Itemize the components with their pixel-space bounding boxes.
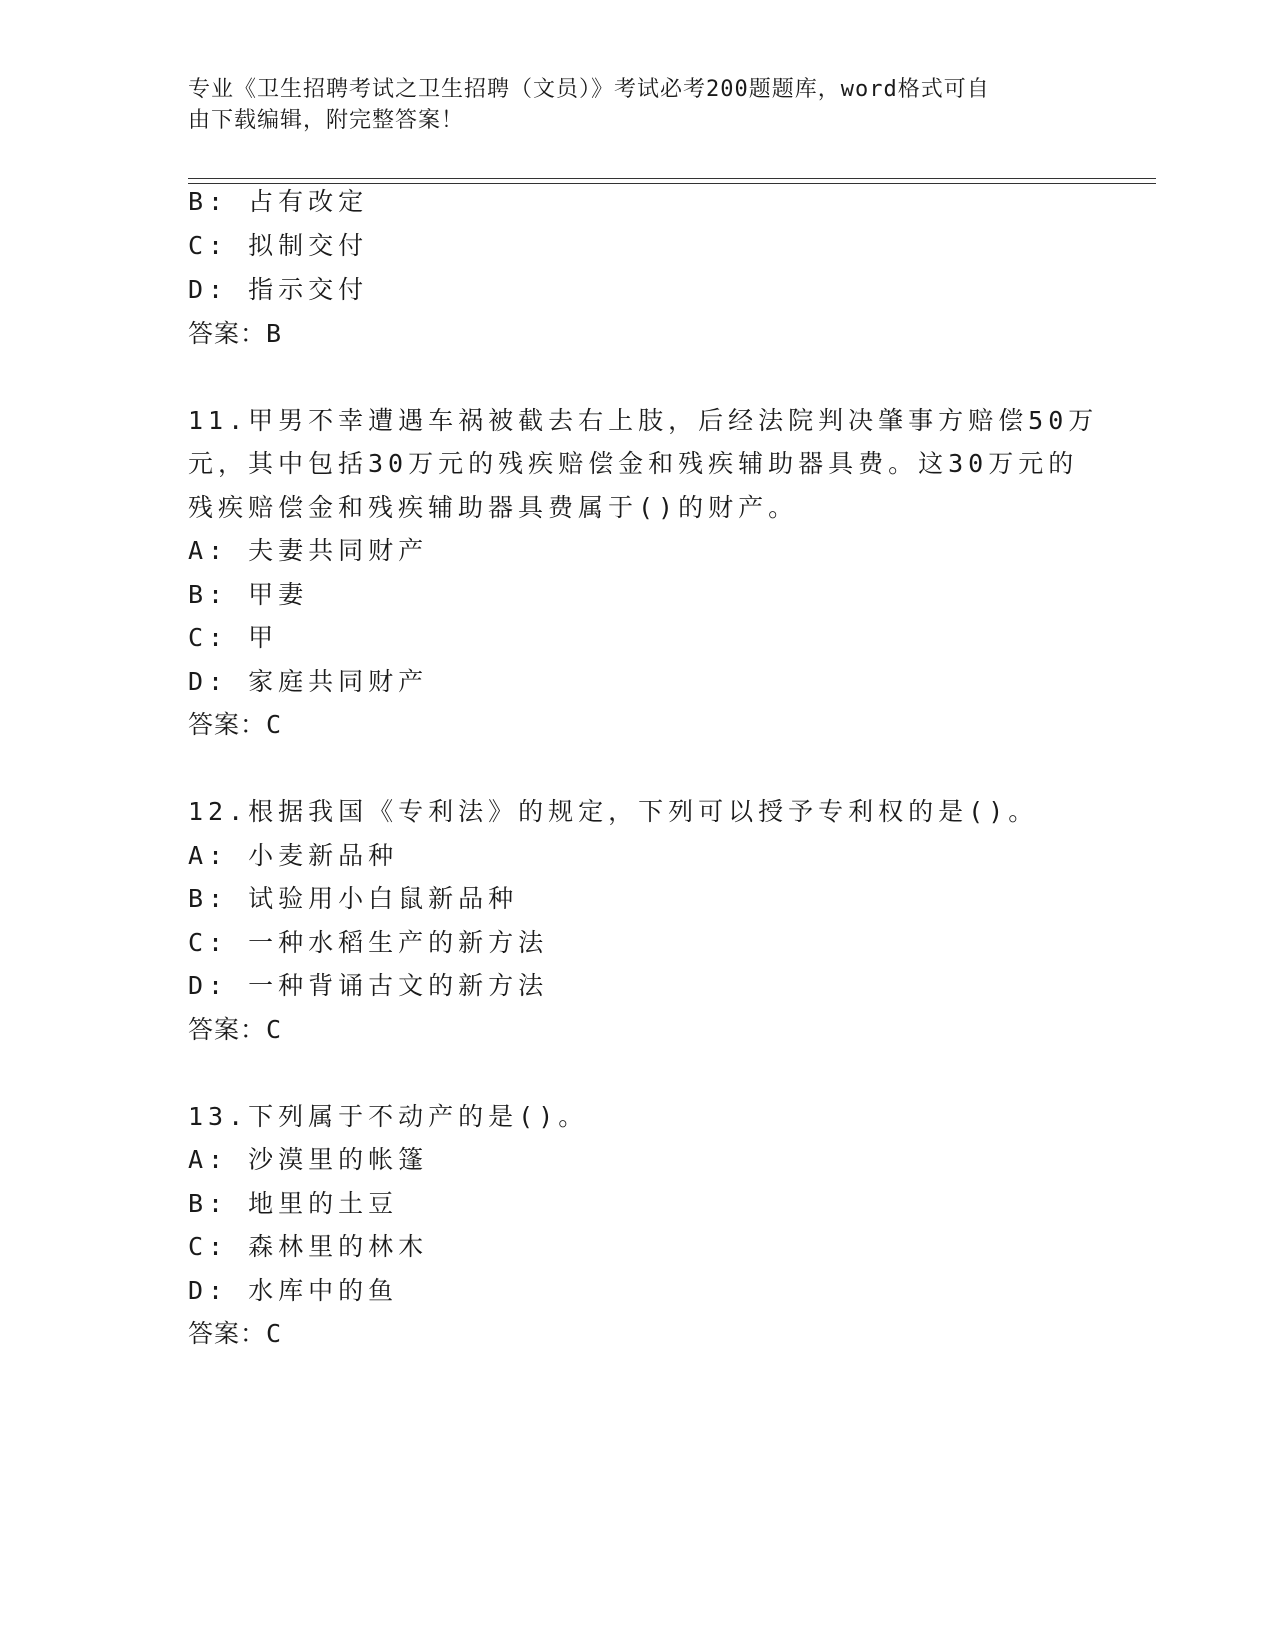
q13-option-c: C: 森林里的林木 xyxy=(188,1232,429,1261)
q13-answer: 答案：C xyxy=(188,1319,283,1348)
q13-option-a: A: 沙漠里的帐篷 xyxy=(188,1145,429,1174)
q12-option-d: D: 一种背诵古文的新方法 xyxy=(188,971,549,1000)
q13-option-b: B: 地里的土豆 xyxy=(188,1189,399,1218)
q11-option-d: D: 家庭共同财产 xyxy=(188,667,429,696)
q10-option-c: C: 拟制交付 xyxy=(188,231,369,260)
q11-option-c: C: 甲 xyxy=(188,623,279,652)
header-line-1: 专业《卫生招聘考试之卫生招聘（文员）》考试必考200题题库，word格式可自 xyxy=(188,77,990,102)
q11-stem-line-2: 元，其中包括30万元的残疾赔偿金和残疾辅助器具费。这30万元的 xyxy=(188,449,1079,478)
q12-answer: 答案：C xyxy=(188,1015,283,1044)
q11-answer: 答案：C xyxy=(188,710,283,739)
q10-option-b: B: 占有改定 xyxy=(188,187,369,216)
q12-stem: 12.根据我国《专利法》的规定，下列可以授予专利权的是()。 xyxy=(188,797,1039,826)
q12-option-b: B: 试验用小白鼠新品种 xyxy=(188,884,519,913)
q11-option-a: A: 夫妻共同财产 xyxy=(188,536,429,565)
q11-option-b: B: 甲妻 xyxy=(188,580,309,609)
q12-option-c: C: 一种水稻生产的新方法 xyxy=(188,928,549,957)
q10-answer: 答案：B xyxy=(188,319,283,348)
header-divider-top xyxy=(188,178,1156,179)
q10-option-d: D: 指示交付 xyxy=(188,275,369,304)
q13-option-d: D: 水库中的鱼 xyxy=(188,1276,399,1305)
q11-stem-line-3: 残疾赔偿金和残疾辅助器具费属于()的财产。 xyxy=(188,493,799,522)
document-header xyxy=(188,74,1068,136)
q13-stem: 13.下列属于不动产的是()。 xyxy=(188,1102,589,1131)
header-divider-bottom xyxy=(188,183,1156,184)
q11-stem-line-1: 11.甲男不幸遭遇车祸被截去右上肢，后经法院判决肇事方赔偿50万 xyxy=(188,406,1099,435)
header-line-2: 由下载编辑，附完整答案！ xyxy=(188,108,465,133)
q12-option-a: A: 小麦新品种 xyxy=(188,841,399,870)
